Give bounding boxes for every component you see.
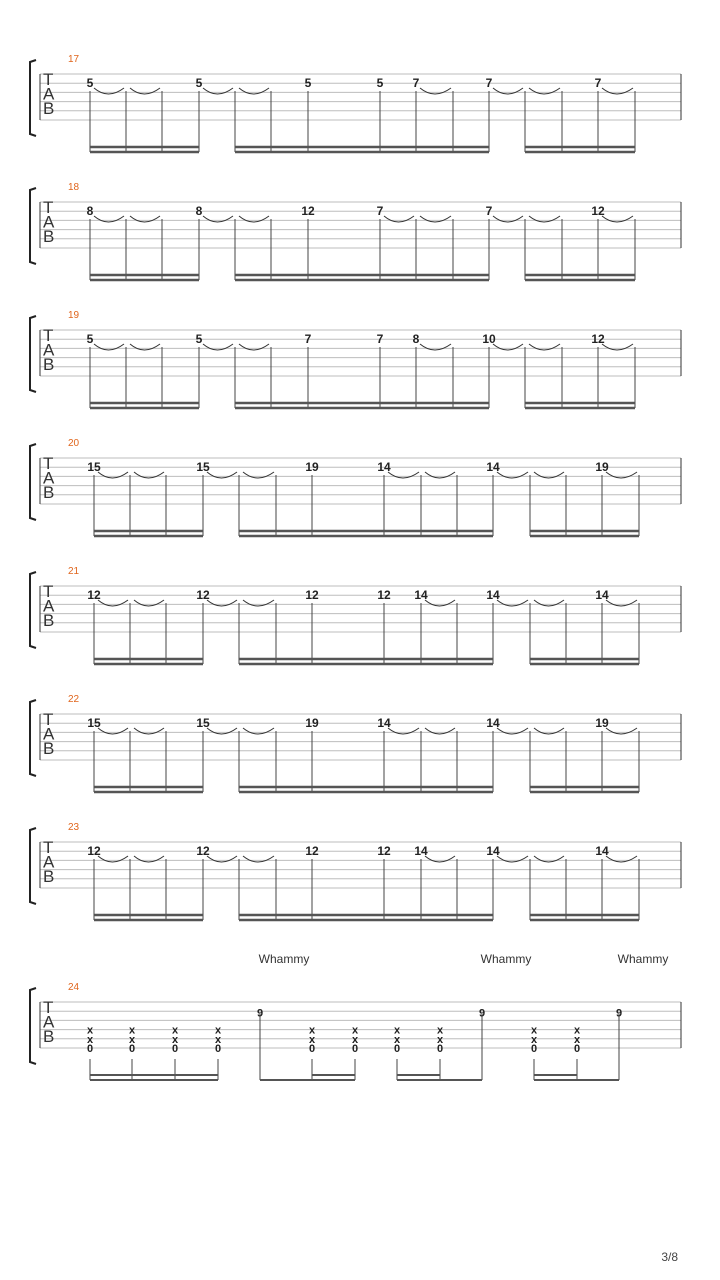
slur-arc xyxy=(529,216,560,222)
muted-note: x xyxy=(214,1024,222,1037)
system-bracket xyxy=(30,188,36,264)
slur-arc xyxy=(534,856,564,862)
slur-arc xyxy=(497,472,528,478)
slur-arc xyxy=(243,728,274,734)
slur-arc xyxy=(425,472,455,478)
muted-note: x xyxy=(128,1033,136,1046)
tab-clef-letter: A xyxy=(43,468,55,488)
fret-number: 14 xyxy=(486,588,500,602)
measure-number: 19 xyxy=(68,310,80,321)
slur-arc xyxy=(98,856,128,862)
muted-note: x xyxy=(171,1024,179,1037)
muted-note: x xyxy=(393,1033,401,1046)
tab-clef-letter: B xyxy=(43,483,55,502)
slur-arc xyxy=(493,344,523,350)
slur-arc xyxy=(207,600,237,606)
slur-arc xyxy=(606,728,637,734)
slur-arc xyxy=(243,856,274,862)
tab-clef-letter: T xyxy=(43,710,54,729)
system-bracket xyxy=(30,444,36,520)
measure-number: 23 xyxy=(68,822,80,833)
system-bracket xyxy=(30,828,36,904)
fret-number: 9 xyxy=(478,1007,486,1020)
slur-arc xyxy=(203,344,233,350)
fret-number: 7 xyxy=(376,332,384,346)
measure-number: 18 xyxy=(68,182,80,193)
slur-arc xyxy=(130,344,160,350)
slur-arc xyxy=(134,472,164,478)
slur-arc xyxy=(388,472,419,478)
tab-clef-letter: B xyxy=(43,1027,55,1046)
fret-number: 7 xyxy=(412,76,420,90)
fret-number: 12 xyxy=(301,204,315,218)
tab-clef-letter: T xyxy=(43,70,54,89)
fret-number: 12 xyxy=(196,844,210,858)
fret-number: 12 xyxy=(87,588,101,602)
muted-note: x xyxy=(436,1024,444,1037)
fret-number: 12 xyxy=(591,332,605,346)
slur-arc xyxy=(134,600,164,606)
tab-clef-letter: B xyxy=(43,227,55,246)
slur-arc xyxy=(384,216,414,222)
fret-number: 5 xyxy=(195,332,203,346)
muted-note: x xyxy=(86,1033,94,1046)
slur-arc xyxy=(94,344,124,350)
page-number: 3/8 xyxy=(661,1250,678,1264)
whammy-annotation: Whammy xyxy=(480,952,532,966)
fret-number: 12 xyxy=(377,588,391,602)
muted-note: x xyxy=(86,1024,94,1037)
tab-clef-letter: A xyxy=(43,852,55,872)
fret-number: 7 xyxy=(304,332,312,346)
tab-clef-letter: T xyxy=(43,998,54,1017)
system-bracket xyxy=(30,572,36,648)
tab-clef-letter: B xyxy=(43,99,55,118)
whammy-annotation: Whammy xyxy=(258,952,310,966)
tab-clef-letter: T xyxy=(43,198,54,217)
slur-arc xyxy=(606,472,637,478)
slur-arc xyxy=(98,728,128,734)
fret-number: 7 xyxy=(594,76,602,90)
measure-number: 22 xyxy=(68,694,80,705)
muted-note: x xyxy=(573,1024,581,1037)
slur-arc xyxy=(94,216,124,222)
slur-arc xyxy=(98,472,128,478)
fret-number: 0 xyxy=(573,1043,581,1055)
fret-number: 12 xyxy=(591,204,605,218)
fret-number: 15 xyxy=(87,460,101,474)
system-bracket xyxy=(30,700,36,776)
slur-arc xyxy=(94,88,124,94)
fret-number: 15 xyxy=(196,460,210,474)
measure-number: 20 xyxy=(68,438,80,449)
tab-clef-letter: T xyxy=(43,838,54,857)
muted-note: x xyxy=(351,1024,359,1037)
muted-note: x xyxy=(530,1024,538,1037)
slur-arc xyxy=(606,856,637,862)
slur-arc xyxy=(239,216,269,222)
slur-arc xyxy=(98,600,128,606)
fret-number: 14 xyxy=(377,460,391,474)
slur-arc xyxy=(425,600,455,606)
fret-number: 0 xyxy=(128,1043,136,1055)
tab-clef-letter: B xyxy=(43,355,55,374)
muted-note: x xyxy=(393,1024,401,1037)
measure-number: 21 xyxy=(68,566,80,577)
fret-number: 12 xyxy=(377,844,391,858)
fret-number: 0 xyxy=(351,1043,359,1055)
tab-clef-letter: A xyxy=(43,724,55,744)
slur-arc xyxy=(497,600,528,606)
fret-number: 12 xyxy=(305,588,319,602)
muted-note: x xyxy=(171,1033,179,1046)
muted-note: x xyxy=(573,1033,581,1046)
muted-note: x xyxy=(214,1033,222,1046)
fret-number: 19 xyxy=(595,460,609,474)
slur-arc xyxy=(207,472,237,478)
system-bracket xyxy=(30,316,36,392)
slur-arc xyxy=(425,728,455,734)
measure-number: 17 xyxy=(68,54,80,65)
slur-arc xyxy=(493,88,523,94)
slur-arc xyxy=(207,856,237,862)
fret-number: 0 xyxy=(530,1043,538,1055)
muted-note: x xyxy=(308,1033,316,1046)
fret-number: 14 xyxy=(595,844,609,858)
fret-number: 7 xyxy=(485,204,493,218)
tab-clef-letter: T xyxy=(43,582,54,601)
fret-number: 19 xyxy=(595,716,609,730)
fret-number: 5 xyxy=(376,76,384,90)
fret-number: 0 xyxy=(308,1043,316,1055)
slur-arc xyxy=(420,88,451,94)
fret-number: 0 xyxy=(171,1043,179,1055)
fret-number: 8 xyxy=(86,204,94,218)
slur-arc xyxy=(203,88,233,94)
slur-arc xyxy=(130,88,160,94)
slur-arc xyxy=(606,600,637,606)
slur-arc xyxy=(388,728,419,734)
whammy-annotation: Whammy xyxy=(617,952,669,966)
fret-number: 15 xyxy=(87,716,101,730)
fret-number: 14 xyxy=(414,844,428,858)
fret-number: 0 xyxy=(393,1043,401,1055)
system-bracket xyxy=(30,988,36,1064)
muted-note: x xyxy=(308,1024,316,1037)
slur-arc xyxy=(134,856,164,862)
slur-arc xyxy=(534,472,564,478)
fret-number: 14 xyxy=(595,588,609,602)
measure-number: 24 xyxy=(68,982,80,993)
tab-clef-letter: T xyxy=(43,326,54,345)
system-bracket xyxy=(30,60,36,136)
tab-clef-letter: A xyxy=(43,84,55,104)
fret-number: 8 xyxy=(195,204,203,218)
slur-arc xyxy=(529,88,560,94)
slur-arc xyxy=(497,856,528,862)
fret-number: 10 xyxy=(482,332,496,346)
fret-number: 14 xyxy=(486,460,500,474)
fret-number: 0 xyxy=(86,1043,94,1055)
slur-arc xyxy=(602,216,633,222)
tab-clef-letter: B xyxy=(43,867,55,886)
slur-arc xyxy=(243,472,274,478)
tab-clef-letter: A xyxy=(43,596,55,616)
fret-number: 19 xyxy=(305,460,319,474)
muted-note: x xyxy=(530,1033,538,1046)
slur-arc xyxy=(243,600,274,606)
fret-number: 14 xyxy=(377,716,391,730)
slur-arc xyxy=(534,600,564,606)
fret-number: 5 xyxy=(195,76,203,90)
slur-arc xyxy=(497,728,528,734)
fret-number: 7 xyxy=(485,76,493,90)
fret-number: 14 xyxy=(414,588,428,602)
slur-arc xyxy=(420,216,451,222)
fret-number: 0 xyxy=(214,1043,222,1055)
fret-number: 12 xyxy=(87,844,101,858)
muted-note: x xyxy=(128,1024,136,1037)
fret-number: 7 xyxy=(376,204,384,218)
fret-number: 12 xyxy=(196,588,210,602)
fret-number: 5 xyxy=(86,76,94,90)
slur-arc xyxy=(207,728,237,734)
slur-arc xyxy=(239,88,269,94)
slur-arc xyxy=(602,344,633,350)
fret-number: 14 xyxy=(486,716,500,730)
fret-number: 5 xyxy=(304,76,312,90)
fret-number: 12 xyxy=(305,844,319,858)
slur-arc xyxy=(130,216,160,222)
muted-note: x xyxy=(351,1033,359,1046)
fret-number: 9 xyxy=(615,1007,623,1020)
fret-number: 5 xyxy=(86,332,94,346)
fret-number: 15 xyxy=(196,716,210,730)
fret-number: 0 xyxy=(436,1043,444,1055)
slur-arc xyxy=(420,344,451,350)
slur-arc xyxy=(529,344,560,350)
tab-clef-letter: B xyxy=(43,739,55,758)
slur-arc xyxy=(134,728,164,734)
tab-clef-letter: A xyxy=(43,340,55,360)
tab-clef-letter: T xyxy=(43,454,54,473)
slur-arc xyxy=(534,728,564,734)
slur-arc xyxy=(425,856,455,862)
fret-number: 8 xyxy=(412,332,420,346)
slur-arc xyxy=(493,216,523,222)
slur-arc xyxy=(602,88,633,94)
tab-clef-letter: A xyxy=(43,212,55,232)
fret-number: 9 xyxy=(256,1007,264,1020)
slur-arc xyxy=(239,344,269,350)
muted-note: x xyxy=(436,1033,444,1046)
fret-number: 19 xyxy=(305,716,319,730)
tab-clef-letter: A xyxy=(43,1012,55,1032)
fret-number: 14 xyxy=(486,844,500,858)
slur-arc xyxy=(203,216,233,222)
tab-clef-letter: B xyxy=(43,611,55,630)
